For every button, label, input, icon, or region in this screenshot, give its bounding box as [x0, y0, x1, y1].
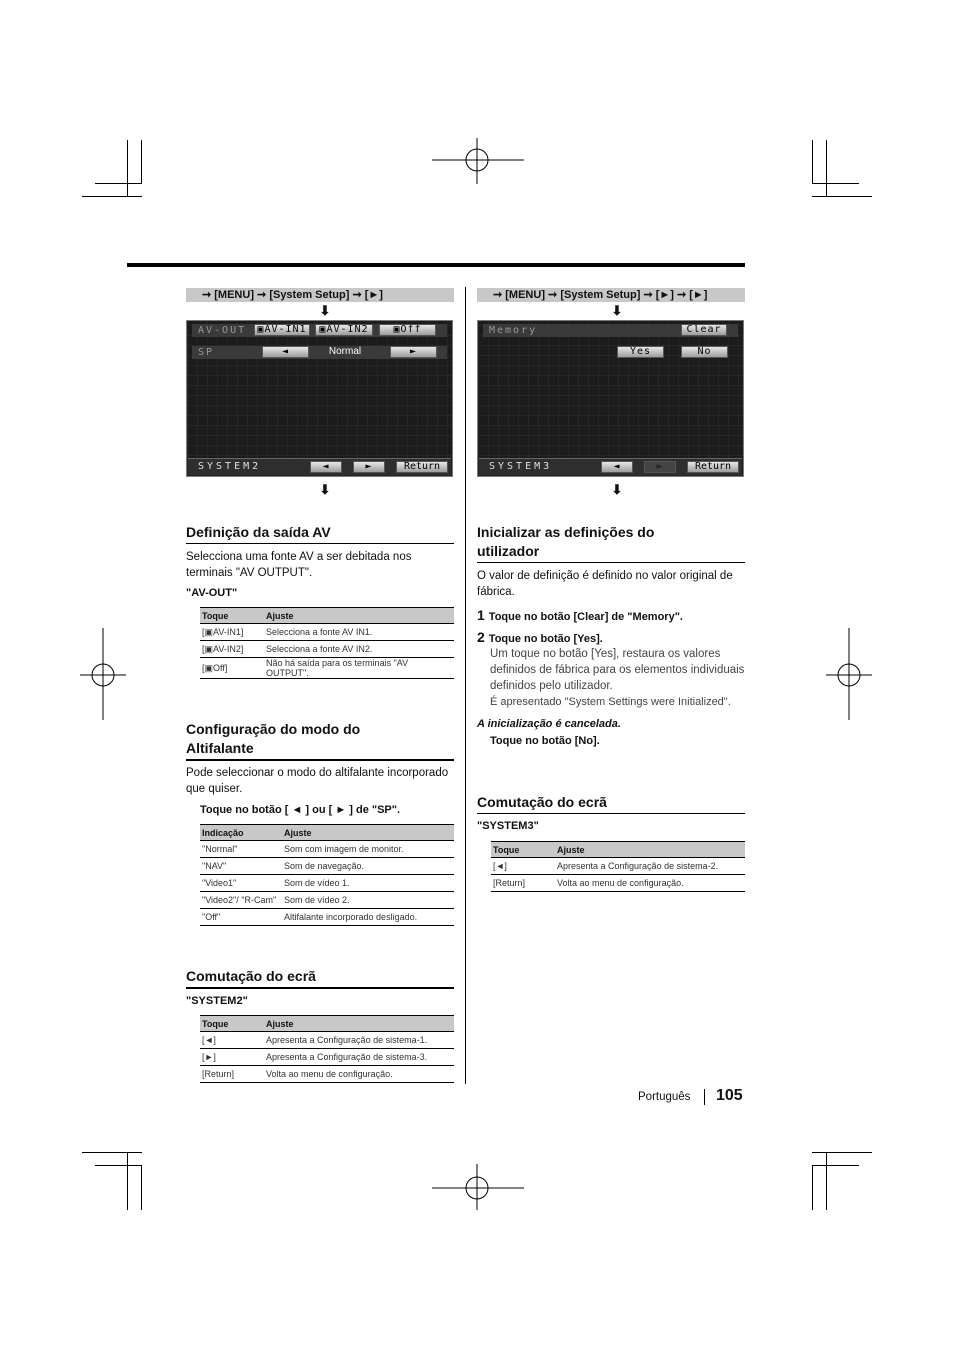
system3-table: Toque Ajuste [◄] Apresenta a Configuração de sistema-2. [Return] Volta ao menu de configuração.: [491, 841, 745, 892]
table-row: [▣Off] Não há saída para os terminais "AV OUTPUT".: [200, 658, 454, 679]
table-row: [◄] Apresenta a Configuração de sistema-1.: [200, 1032, 454, 1049]
section-heading: Comutação do ecrã: [186, 968, 316, 984]
registration-target-icon: [80, 628, 126, 720]
sp-next-button[interactable]: ►: [390, 346, 437, 358]
footer-return-button[interactable]: Return: [396, 461, 448, 473]
off-button[interactable]: ▣Off: [379, 324, 436, 336]
table-row: [◄] Apresenta a Configuração de sistema-2.: [491, 858, 745, 875]
divider: [186, 543, 454, 544]
footer-divider: [704, 1089, 705, 1105]
footer-label: SYSTEM3: [489, 461, 553, 472]
step-1: 1 Toque no botão [Clear] de "Memory".: [477, 607, 683, 623]
system3-screen: [477, 320, 744, 477]
top-rule: [127, 263, 745, 267]
memory-label: Memory: [489, 325, 538, 336]
page-language: Português: [638, 1091, 691, 1103]
table-row: [▣AV-IN2] Selecciona a fonte AV IN2.: [200, 641, 454, 658]
sp-mode-table: Indicação Ajuste "Normal" Som com imagem de monitor. "NAV" Som de navegação. "Video1" Som de vídeo 1. "Video2"/ "R-Cam" Som de vídeo 2. "Off" Altifalante incorporado desligado.: [200, 824, 454, 926]
footer-prev-button[interactable]: ◄: [601, 461, 633, 473]
table-row: [►] Apresenta a Configuração de sistema-3.: [200, 1049, 454, 1066]
footer-label: SYSTEM2: [198, 461, 262, 472]
footer-prev-button[interactable]: ◄: [310, 461, 342, 473]
down-arrow-icon: ⬇: [611, 303, 623, 318]
system2-screen: [186, 320, 453, 477]
table-label: "SYSTEM3": [477, 820, 539, 832]
section-heading: Definição da saída AV: [186, 524, 331, 540]
divider: [477, 562, 745, 563]
footer-return-button[interactable]: Return: [687, 461, 739, 473]
footer-next-button[interactable]: ►: [353, 461, 385, 473]
screen-footer: [479, 458, 742, 475]
table-row: "Normal" Som com imagem de monitor.: [200, 841, 454, 858]
table-label: "SYSTEM2": [186, 995, 248, 1007]
no-button[interactable]: No: [681, 346, 728, 358]
yes-button[interactable]: Yes: [617, 346, 664, 358]
av-in1-button[interactable]: ▣AV-IN1: [254, 324, 310, 336]
section-text: O valor de definição é definido no valor original de fábrica.: [477, 570, 733, 598]
divider: [186, 759, 454, 761]
section-heading: Configuração do modo do Altifalante: [186, 721, 361, 756]
cancel-text: Toque no botão [No].: [490, 735, 600, 747]
table-row: "Off" Altifalante incorporado desligado.: [200, 909, 454, 926]
section-heading: Comutação do ecrã: [477, 794, 607, 810]
screen-footer: [188, 458, 451, 475]
instruction: Toque no botão [ ◄ ] ou [ ► ] de "SP".: [200, 804, 401, 816]
divider: [186, 987, 454, 989]
av-in2-button[interactable]: ▣AV-IN2: [315, 324, 373, 336]
av-out-label: AV-OUT: [198, 325, 247, 336]
step-2: 2 Toque no botão [Yes].: [477, 629, 603, 645]
table-row: "Video1" Som de vídeo 1.: [200, 875, 454, 892]
section-text: Selecciona uma fonte AV a ser debitada nos terminais "AV OUTPUT".: [186, 551, 412, 579]
down-arrow-icon: ⬇: [611, 482, 623, 497]
clear-button[interactable]: Clear: [681, 324, 727, 336]
av-out-table: Toque Ajuste [▣AV-IN1] Selecciona a fonte AV IN1. [▣AV-IN2] Selecciona a fonte AV IN2. [▣Off] Não há saída para os terminais "AV OUTPUT".: [200, 607, 454, 679]
down-arrow-icon: ⬇: [319, 303, 331, 318]
divider: [477, 813, 745, 814]
table-label: "AV-OUT": [186, 587, 238, 599]
footer-next-button[interactable]: ►: [644, 461, 676, 473]
table-row: "NAV" Som de navegação.: [200, 858, 454, 875]
menu-path: ➞ [MENU] ➞ [System Setup] ➞ [►] ➞ [►]: [477, 288, 745, 302]
step-2-detail-2: É apresentado "System Settings were Initialized".: [490, 696, 731, 708]
sp-prev-button[interactable]: ◄: [262, 346, 309, 358]
menu-path: ➞ [MENU] ➞ [System Setup] ➞ [►]: [186, 288, 454, 302]
table-row: [Return] Volta ao menu de configuração.: [200, 1066, 454, 1083]
table-row: [Return] Volta ao menu de configuração.: [491, 875, 745, 892]
registration-target-icon: [826, 628, 872, 720]
page-number: 105: [716, 1087, 743, 1104]
registration-target-icon: [432, 138, 524, 184]
section-text: Pode seleccionar o modo do altifalante incorporado que quiser.: [186, 767, 449, 795]
sp-label: SP: [198, 347, 215, 358]
section-heading: Inicializar as definições do utilizador: [477, 524, 655, 559]
down-arrow-icon: ⬇: [319, 482, 331, 497]
sp-value: Normal: [328, 346, 362, 357]
registration-target-icon: [432, 1164, 524, 1210]
column-divider: [465, 287, 466, 1084]
system2-table: Toque Ajuste [◄] Apresenta a Configuração de sistema-1. [►] Apresenta a Configuração de sistema-3. [Return] Volta ao menu de configuração.: [200, 1015, 454, 1083]
cancel-title: A inicialização é cancelada.: [477, 718, 621, 730]
table-row: "Video2"/ "R-Cam" Som de vídeo 2.: [200, 892, 454, 909]
table-row: [▣AV-IN1] Selecciona a fonte AV IN1.: [200, 624, 454, 641]
step-2-detail: Um toque no botão [Yes], restaura os valores definidos de fábrica para os elementos individuais definidos pelo utilizador.: [490, 648, 745, 692]
